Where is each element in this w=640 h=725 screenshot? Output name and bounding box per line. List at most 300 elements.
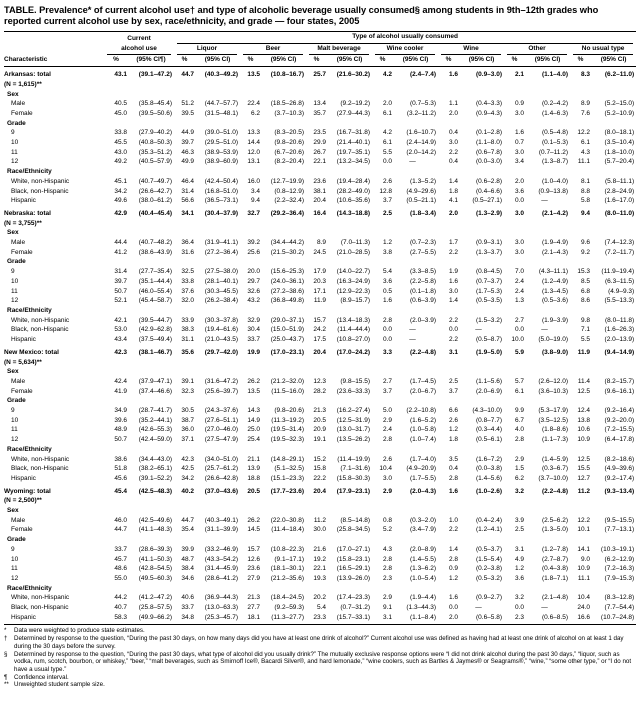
percent-value: 20.5	[313, 416, 327, 424]
percent-value: 48.6	[114, 565, 127, 573]
ci-value: (14.0–22.7)	[336, 268, 371, 276]
ci-value: (0.3–6.7)	[541, 465, 569, 473]
header-beer: Beer	[240, 44, 306, 56]
header-ci: (95% CI)	[459, 55, 504, 66]
ci-value: (1.1–7.3)	[541, 436, 569, 444]
percent-value: 2.2	[448, 148, 459, 156]
ci-value: (0.1–5.3)	[541, 139, 569, 147]
percent-value: 24.2	[313, 326, 327, 334]
row-label: Sex	[7, 229, 19, 237]
percent-value: 3.6	[514, 574, 525, 582]
ci-value: —	[541, 326, 548, 334]
header-spacer	[4, 44, 104, 56]
ci-value: (11.3–19.2)	[271, 416, 305, 424]
ci-value: (42.6–55.3)	[138, 426, 173, 434]
ci-value: (1.2–4.1)	[475, 526, 503, 534]
ci-value: (27.9–40.2)	[138, 129, 173, 137]
percent-value: 51.2	[181, 100, 195, 108]
ci-value: (7.9–15.3)	[604, 574, 635, 582]
ci-value: (27.7–35.4)	[138, 268, 173, 276]
ci-value: (18.1–30.1)	[270, 565, 305, 573]
ci-value: (39.5–44.7)	[138, 316, 173, 324]
ci-value: (27.0–46.0)	[204, 426, 239, 434]
percent-value: 3.9	[514, 516, 525, 524]
percent-value: 2.9	[382, 487, 393, 495]
percent-value: 38.4	[181, 565, 195, 573]
ci-value: (38.0–61.2)	[138, 197, 173, 205]
table-row	[4, 387, 636, 397]
ci-value: (9.3–13.4)	[604, 487, 635, 495]
ci-value: (11.5–16.0)	[271, 387, 305, 395]
ci-value: (28.6–39.3)	[138, 545, 173, 553]
table-row	[4, 435, 636, 445]
percent-value: 15.3	[577, 268, 591, 276]
percent-value: 0.0	[448, 604, 459, 612]
ci-value: (1.4–5.6)	[475, 474, 503, 482]
ci-value: (40.3–49.1)	[204, 516, 239, 524]
percent-value: 32.9	[247, 316, 261, 324]
ci-value: (39.5–50.6)	[138, 109, 173, 117]
percent-value: 45.7	[114, 555, 127, 563]
row-label: Arkansas: total (N = 1,615)**	[4, 67, 104, 90]
percent-value: 19.1	[313, 436, 327, 444]
header-pct: %	[306, 55, 327, 66]
percent-value: 3.0	[448, 139, 459, 147]
percent-value: 35.4	[181, 526, 195, 534]
percent-value: 1.4	[448, 545, 459, 553]
ci-value: (9.2–59.3)	[274, 604, 305, 612]
ci-value: (9.2–16.4)	[604, 407, 635, 415]
footnote-text: Data were weighted to produce state estimates.	[14, 627, 145, 635]
ci-value: (38.6–43.9)	[138, 248, 173, 256]
header-pct: %	[504, 55, 525, 66]
ci-value: (1.3–8.7)	[541, 158, 569, 166]
ci-value: (1.3–6.2)	[409, 565, 437, 573]
footnote-marker: *	[4, 627, 7, 635]
ci-value: (42.4–50.4)	[204, 177, 239, 185]
ci-value: (1.3–5.2)	[409, 177, 437, 185]
percent-value: 5.0	[382, 407, 393, 415]
percent-value: 23.6	[247, 565, 261, 573]
ci-value: (15.0–51.9)	[270, 326, 305, 334]
ci-value: (49.5–60.3)	[138, 574, 173, 582]
ci-value: (0.8–4.5)	[475, 268, 503, 276]
ci-value: (27.2–38.6)	[270, 287, 305, 295]
ci-value: (6.2–11.0)	[604, 71, 635, 79]
percent-value: 46.4	[181, 177, 195, 185]
percent-value: 44.7	[181, 71, 195, 79]
table-row	[4, 603, 636, 613]
row-label: Sex	[7, 507, 19, 515]
percent-value: 8.9	[316, 239, 327, 247]
header-pct: %	[372, 55, 393, 66]
sample-size: (N = 1,615)**	[4, 80, 42, 88]
ci-value: (1.3–44.3)	[406, 604, 437, 612]
ci-value: (0.4–3.3)	[475, 100, 503, 108]
percent-value: 12.2	[577, 516, 591, 524]
percent-value: 16.4	[313, 209, 327, 217]
ci-value: (27.5–38.0)	[204, 268, 239, 276]
ci-value: (7.2–16.3)	[604, 565, 635, 573]
ci-value: (10.8–27.0)	[336, 336, 371, 344]
percent-value: 48.7	[181, 555, 195, 563]
header-ci: (95% CI)	[261, 55, 306, 66]
table-row	[4, 196, 636, 206]
ci-value: (21.0–43.5)	[204, 336, 239, 344]
percent-value: 4.1	[448, 197, 459, 205]
table-row	[4, 516, 636, 526]
percent-value: 45.4	[114, 487, 127, 495]
percent-value: 15.7	[247, 545, 261, 553]
section-header-row	[4, 228, 636, 238]
percent-value: 8.9	[580, 100, 591, 108]
row-label: Sex	[7, 90, 19, 98]
ci-value: (2.4–14.9)	[406, 139, 437, 147]
ci-value: (7.2–11.7)	[605, 248, 635, 256]
percent-value: 20.2	[313, 594, 327, 602]
percent-value: 29.9	[313, 139, 327, 147]
ci-value: (40.5–57.9)	[138, 158, 173, 166]
row-label: 9	[11, 129, 15, 137]
ci-value: (1.7–4.0)	[409, 455, 437, 463]
percent-value: 3.3	[382, 348, 393, 356]
header-pct: %	[174, 55, 195, 66]
percent-value: 2.0	[382, 100, 393, 108]
percent-value: 2.0	[514, 177, 525, 185]
percent-value: 14.5	[247, 526, 261, 534]
footnote-marker: **	[4, 681, 9, 689]
ci-value: (0.5–3.6)	[541, 297, 569, 305]
percent-value: 44.2	[114, 594, 127, 602]
section-header-row	[4, 396, 636, 406]
ci-value: (2.5–6.2)	[541, 516, 569, 524]
ci-value: (4.3–10.0)	[472, 407, 503, 415]
percent-value: 9.4	[250, 197, 261, 205]
percent-value: 2.2	[448, 336, 459, 344]
footnote-marker: ¶	[4, 673, 8, 681]
ci-value: (1.1–8.0)	[475, 139, 503, 147]
ci-value: (40.3–49.2)	[204, 71, 239, 79]
ci-value: (11.9–19.4)	[601, 268, 635, 276]
ci-value: (40.8–50.3)	[138, 139, 173, 147]
ci-value: (29.7–42.0)	[204, 348, 239, 356]
percent-value: 16.6	[570, 613, 591, 625]
ci-value: (34.4–43.0)	[138, 455, 173, 463]
ci-value: (0.7–3.7)	[475, 277, 503, 285]
footnotes	[4, 627, 636, 689]
percent-value: 26.7	[313, 148, 327, 156]
table-row	[4, 128, 636, 138]
ci-value: (11.3–27.7)	[261, 613, 306, 625]
percent-value: 0.4	[448, 129, 459, 137]
ci-value: (30.3–45.5)	[204, 287, 239, 295]
percent-value: 23.5	[313, 129, 327, 137]
ci-value: (39.1–47.2)	[138, 71, 173, 79]
ci-value: (10.8–16.7)	[270, 71, 305, 79]
table-row	[4, 316, 636, 326]
row-label: Black, non-Hispanic	[11, 465, 69, 473]
percent-value: 9.6	[580, 239, 591, 247]
percent-value: 25.6	[247, 248, 261, 256]
ci-value: (17.0–24.2)	[336, 348, 371, 356]
percent-value: 13.4	[313, 100, 327, 108]
percent-value: 20.0	[247, 268, 261, 276]
row-label: Race/Ethnicity	[7, 168, 52, 176]
percent-value: 4.2	[382, 71, 393, 79]
section-header-row	[4, 535, 636, 545]
ci-value: (2.4–7.4)	[409, 71, 437, 79]
percent-value: 26.2	[247, 377, 261, 385]
percent-value: 3.4	[514, 158, 525, 166]
header-pct: %	[570, 55, 591, 66]
header-wine-cooler: Wine cooler	[372, 44, 438, 56]
ci-value: (6.4–17.8)	[604, 436, 635, 444]
ci-value: (4.9–9.3)	[608, 287, 635, 295]
ci-value: (11.4–44.4)	[337, 326, 371, 334]
empty-cells	[104, 167, 636, 177]
row-label: Sex	[7, 368, 19, 376]
table-row	[4, 277, 636, 287]
ci-value: (0.1–1.8)	[409, 287, 437, 295]
percent-value: 35.7	[313, 109, 327, 117]
percent-value: 2.2	[448, 316, 459, 324]
empty-cells	[104, 306, 636, 316]
row-label: 9	[11, 545, 15, 553]
percent-value: 27.9	[247, 574, 261, 582]
table-row	[4, 593, 636, 603]
percent-value: 1.1	[448, 100, 459, 108]
percent-value: 2.4	[514, 277, 525, 285]
percent-value: 2.5	[448, 377, 459, 385]
ci-value: (34.4–44.2)	[270, 239, 305, 247]
percent-value: 45.5	[114, 139, 127, 147]
ci-value: (3.5–10.4)	[604, 139, 635, 147]
ci-value: (25.3–45.7)	[195, 613, 240, 625]
ci-value: —	[409, 336, 416, 344]
percent-value: 16.0	[247, 177, 261, 185]
ci-value: (36.5–73.1)	[204, 197, 239, 205]
row-label: Male	[11, 377, 26, 385]
percent-value: 22.2	[313, 474, 327, 482]
ci-value: (1.8–3.4)	[409, 209, 437, 217]
ci-value: (8.3–12.8)	[604, 594, 635, 602]
percent-value: 1.3	[514, 297, 525, 305]
percent-value: 0.0	[382, 326, 393, 334]
ci-value: (9.2–20.0)	[604, 416, 635, 424]
ci-value: (17.7–23.6)	[270, 487, 305, 495]
ci-value: (1.6–26.3)	[604, 326, 635, 334]
table-row	[4, 335, 636, 345]
row-label: Grade	[7, 397, 26, 405]
ci-value: (0.9–13.8)	[538, 187, 569, 195]
ci-value: (1.1–4.0)	[541, 71, 569, 79]
table-row	[4, 574, 636, 584]
ci-value: (1.1–8.4)	[393, 613, 438, 625]
percent-value: 19.9	[247, 348, 261, 356]
ci-value: (3.3–8.5)	[409, 268, 437, 276]
percent-value: 1.0	[448, 516, 459, 524]
ci-value: (34.0–51.0)	[204, 455, 239, 463]
percent-value: 1.6	[382, 297, 393, 305]
table-row	[4, 238, 636, 248]
ci-value: (27.5–47.9)	[204, 436, 239, 444]
ci-value: (0.9–3.1)	[475, 239, 503, 247]
header-no-usual-type: No usual type	[570, 44, 636, 56]
percent-value: 28.2	[313, 387, 327, 395]
percent-value: 33.7	[181, 604, 195, 612]
ci-value: (11.4–19.9)	[337, 455, 371, 463]
percent-value: 0.0	[448, 326, 459, 334]
table-row	[4, 345, 636, 367]
percent-value: 0.0	[382, 158, 393, 166]
ci-value: (0.6–3.9)	[409, 297, 437, 305]
ci-value: (39.1–52.2)	[138, 474, 173, 482]
section-header-row	[4, 506, 636, 516]
table-header	[4, 32, 636, 67]
percent-value: 6.1	[514, 387, 525, 395]
row-label: Female	[11, 526, 33, 534]
empty-cells	[104, 506, 636, 516]
percent-value: 3.7	[382, 387, 393, 395]
ci-value: (8.2–20.4)	[274, 158, 305, 166]
ci-value: (0.7–2.3)	[409, 239, 437, 247]
ci-value: (38.1–46.7)	[138, 348, 173, 356]
section-header-row	[4, 119, 636, 129]
percent-value: 36.0	[181, 426, 195, 434]
percent-value: 38.3	[181, 326, 195, 334]
header-pct: %	[438, 55, 459, 66]
percent-value: 18.8	[247, 474, 261, 482]
percent-value: 8.8	[580, 187, 591, 195]
percent-value: 49.6	[114, 197, 127, 205]
percent-value: 4.0	[514, 426, 525, 434]
footnote	[4, 627, 636, 635]
row-label: 10	[11, 277, 19, 285]
header-ci: (95% CI)	[195, 55, 240, 66]
ci-value: (3.7–10.3)	[274, 109, 305, 117]
percent-value: 1.7	[448, 239, 459, 247]
percent-value: 3.0	[514, 148, 525, 156]
footnote	[4, 635, 636, 650]
ci-value: (0.5–6.1)	[475, 436, 503, 444]
percent-value: 56.6	[181, 197, 195, 205]
ci-value: (11.4–18.4)	[271, 526, 305, 534]
percent-value: 21.1	[247, 455, 261, 463]
row-label: Female	[11, 248, 33, 256]
ci-value: (1.0–2.6)	[475, 487, 503, 495]
ci-value: —	[409, 158, 416, 166]
ci-value: (21.2–32.0)	[270, 377, 305, 385]
percent-value: 58.3	[104, 613, 128, 625]
table-row	[4, 416, 636, 426]
ci-value: (38.9–53.9)	[204, 148, 239, 156]
ci-value: (1.4–6.3)	[541, 109, 569, 117]
ci-value: (0.8–7.7)	[475, 416, 503, 424]
ci-value: (2.2–4.8)	[409, 348, 437, 356]
sample-size: (N = 2,500)**	[4, 497, 42, 505]
percent-value: 27.7	[247, 604, 261, 612]
ci-value: (23.6–33.3)	[336, 387, 371, 395]
row-label: Hispanic	[11, 474, 36, 482]
percent-value: 13.5	[247, 71, 261, 79]
ci-value: (13.4–18.3)	[336, 316, 371, 324]
ci-value: (49.9–66.2)	[128, 613, 174, 625]
percent-value: 24.0	[577, 604, 591, 612]
percent-value: 6.1	[580, 139, 591, 147]
percent-value: 6.1	[382, 109, 393, 117]
ci-value: (1.3–5.0)	[541, 526, 569, 534]
percent-value: 13.9	[247, 465, 261, 473]
percent-value: 3.7	[448, 387, 459, 395]
ci-value: (36.8–49.8)	[270, 297, 305, 305]
ci-value: (0.5–4.8)	[541, 129, 569, 137]
percent-value: 1.2	[448, 426, 459, 434]
percent-value: 3.6	[514, 187, 525, 195]
percent-value: 31.1	[181, 336, 195, 344]
percent-value: 10.9	[577, 565, 591, 573]
header-spacer	[4, 32, 104, 44]
percent-value: 9.2	[580, 248, 591, 256]
ci-value: (8.2–18.6)	[604, 455, 635, 463]
ci-value: (8.9–15.7)	[340, 297, 371, 305]
ci-value: (35.8–45.4)	[138, 100, 173, 108]
percent-value: 15.7	[313, 316, 327, 324]
table-row	[4, 248, 636, 258]
percent-value: 2.5	[514, 526, 525, 534]
ci-value: (1.3–3.7)	[475, 248, 503, 256]
percent-value: 20.4	[313, 197, 327, 205]
percent-value: 12.4	[577, 407, 591, 415]
ci-value: —	[541, 197, 548, 205]
ci-value: (0.6–7.8)	[475, 148, 503, 156]
ci-value: (14.3–18.8)	[336, 209, 371, 217]
percent-value: 1.2	[448, 574, 459, 582]
percent-value: 1.8	[448, 436, 459, 444]
ci-value: (10.3–19.1)	[600, 545, 635, 553]
percent-value: 39.7	[114, 277, 127, 285]
ci-value: (15.6–25.3)	[270, 268, 305, 276]
percent-value: 3.8	[382, 248, 393, 256]
percent-value: 11.9	[577, 348, 591, 356]
percent-value: 22.1	[313, 158, 327, 166]
percent-value: 49.9	[181, 158, 195, 166]
ci-value: (0.5–3.7)	[475, 545, 503, 553]
ci-value: (0.5–3.2)	[475, 574, 503, 582]
percent-value: 11.1	[577, 158, 591, 166]
footnote-text: Confidence interval.	[14, 673, 69, 681]
ci-value: (41.1–48.3)	[138, 526, 173, 534]
ci-value: (40.7–48.2)	[138, 239, 173, 247]
ci-value: (3.7–10.0)	[538, 474, 569, 482]
ci-value: (1.0–5.8)	[409, 426, 437, 434]
percent-value: 37.1	[181, 436, 195, 444]
table-row	[4, 425, 636, 435]
percent-value: 42.3	[181, 455, 195, 463]
percent-value: 2.8	[448, 555, 459, 563]
header-wine: Wine	[438, 44, 504, 56]
percent-value: 2.8	[448, 474, 459, 482]
percent-value: 39.5	[181, 109, 195, 117]
table-row	[4, 455, 636, 465]
percent-value: 19.3	[313, 574, 327, 582]
ci-value: (42.5–49.6)	[138, 516, 173, 524]
percent-value: 22.4	[247, 100, 261, 108]
header-pct: %	[104, 55, 128, 66]
ci-value: (8.0–18.1)	[604, 129, 635, 137]
header-current-line2: alcohol use	[104, 44, 174, 56]
percent-value: 43.1	[114, 71, 127, 79]
percent-value: 10.4	[379, 465, 393, 473]
